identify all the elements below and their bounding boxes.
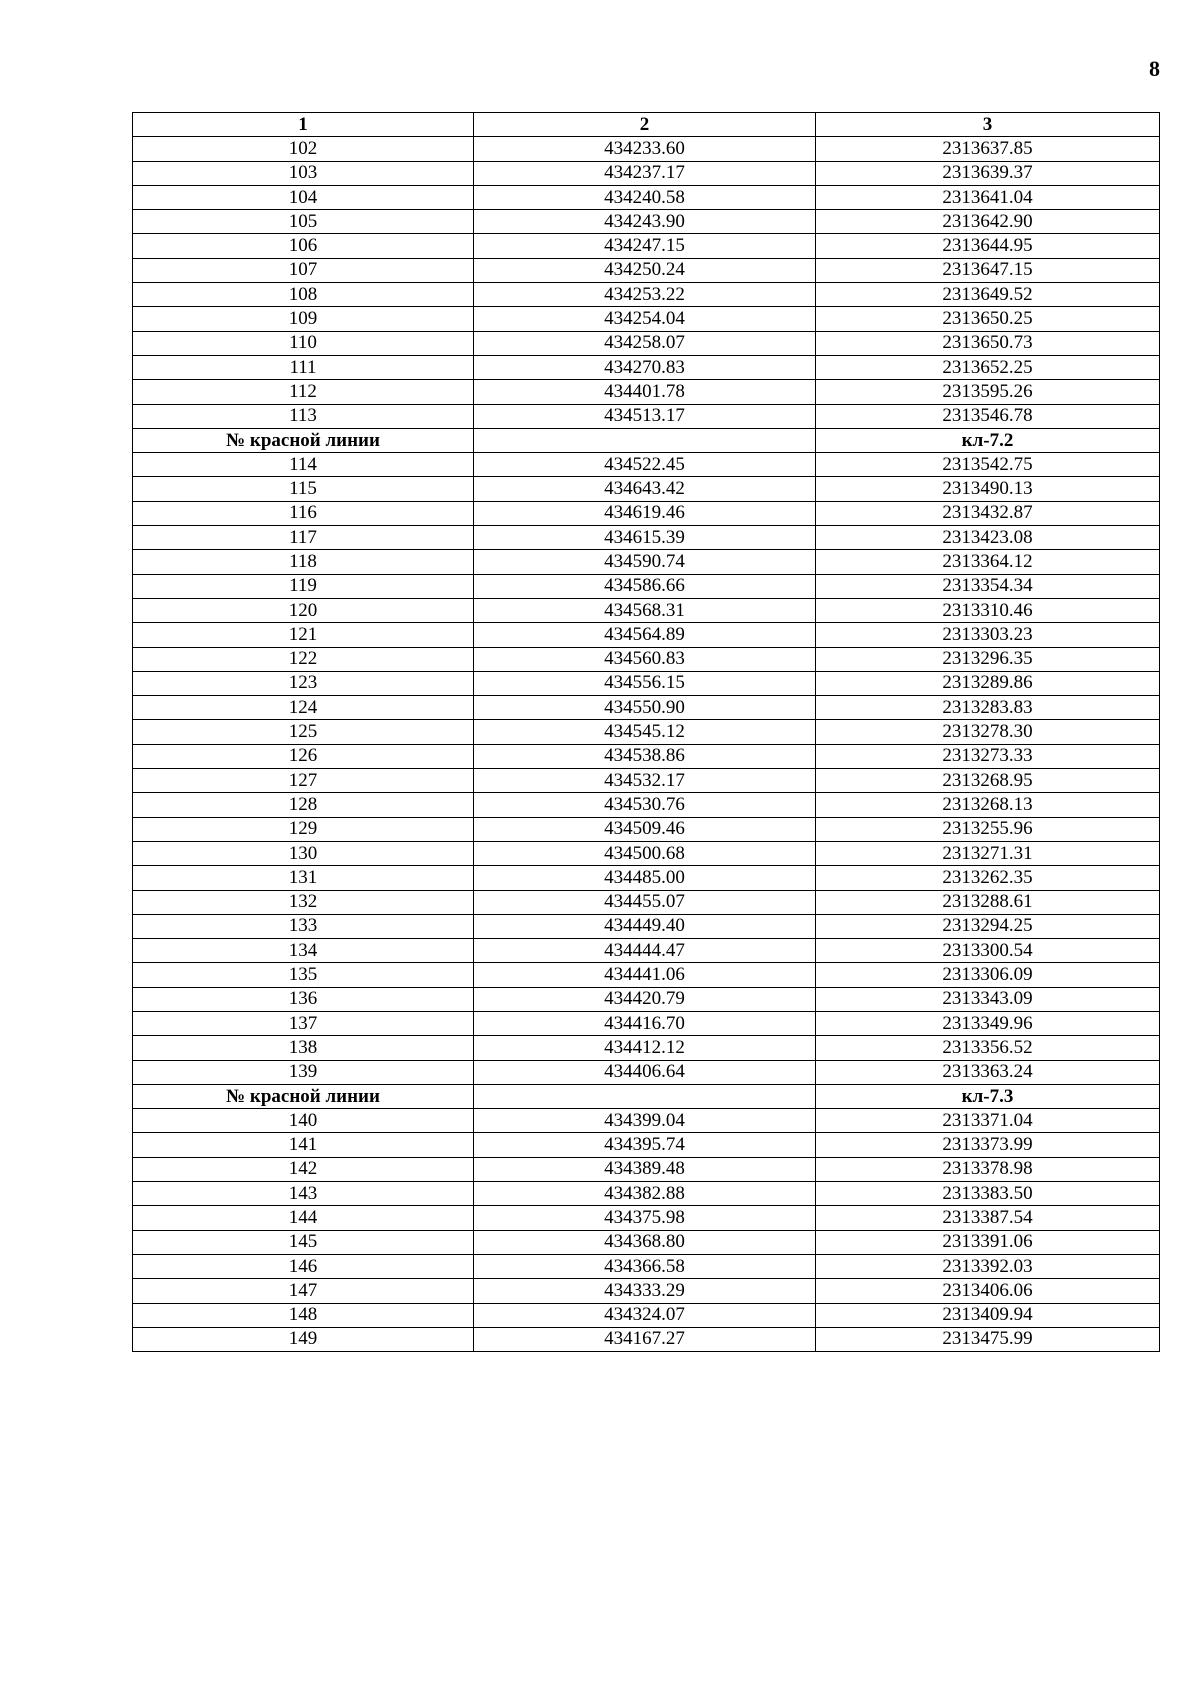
header-cell-3: 3 <box>816 113 1160 137</box>
y-coordinate-cell: 2313310.46 <box>816 598 1160 622</box>
x-coordinate-cell: 434643.42 <box>474 477 816 501</box>
y-coordinate-cell: 2313283.83 <box>816 696 1160 720</box>
table-row <box>133 963 1160 987</box>
point-number-cell: 148 <box>133 1303 474 1327</box>
point-number-cell: 142 <box>133 1157 474 1181</box>
y-coordinate-cell: 2313475.99 <box>816 1327 1160 1351</box>
point-number-cell: 115 <box>133 477 474 501</box>
table-row <box>133 914 1160 938</box>
point-number-cell: 130 <box>133 841 474 865</box>
x-coordinate-cell: 434324.07 <box>474 1303 816 1327</box>
y-coordinate-cell: 2313639.37 <box>816 161 1160 185</box>
y-coordinate-cell: 2313652.25 <box>816 355 1160 379</box>
x-coordinate-cell: 434509.46 <box>474 817 816 841</box>
point-number-cell: 109 <box>133 307 474 331</box>
point-number-cell: 121 <box>133 623 474 647</box>
point-number-cell: 111 <box>133 355 474 379</box>
table-row <box>133 1133 1160 1157</box>
point-number-cell: 133 <box>133 914 474 938</box>
table-row <box>133 1206 1160 1230</box>
table-row <box>133 210 1160 234</box>
x-coordinate-cell: 434270.83 <box>474 355 816 379</box>
table-row <box>133 283 1160 307</box>
point-number-cell: 137 <box>133 1011 474 1035</box>
x-coordinate-cell: 434586.66 <box>474 574 816 598</box>
y-coordinate-cell: 2313406.06 <box>816 1279 1160 1303</box>
table-row <box>133 234 1160 258</box>
x-coordinate-cell: 434615.39 <box>474 526 816 550</box>
table-row <box>133 501 1160 525</box>
x-coordinate-cell: 434550.90 <box>474 696 816 720</box>
x-coordinate-cell: 434237.17 <box>474 161 816 185</box>
section-label-cell: № красной линии <box>133 1084 474 1108</box>
point-number-cell: 123 <box>133 671 474 695</box>
table-row <box>133 331 1160 355</box>
table-row <box>133 161 1160 185</box>
x-coordinate-cell: 434233.60 <box>474 137 816 161</box>
point-number-cell: 134 <box>133 939 474 963</box>
x-coordinate-cell: 434560.83 <box>474 647 816 671</box>
x-coordinate-cell: 434590.74 <box>474 550 816 574</box>
y-coordinate-cell: 2313371.04 <box>816 1109 1160 1133</box>
table-row <box>133 185 1160 209</box>
point-number-cell: 146 <box>133 1254 474 1278</box>
point-number-cell: 144 <box>133 1206 474 1230</box>
y-coordinate-cell: 2313392.03 <box>816 1254 1160 1278</box>
y-coordinate-cell: 2313268.95 <box>816 769 1160 793</box>
table-row <box>133 647 1160 671</box>
x-coordinate-cell: 434556.15 <box>474 671 816 695</box>
y-coordinate-cell: 2313268.13 <box>816 793 1160 817</box>
point-number-cell: 102 <box>133 137 474 161</box>
y-coordinate-cell: 2313306.09 <box>816 963 1160 987</box>
x-coordinate-cell: 434522.45 <box>474 453 816 477</box>
y-coordinate-cell: 2313296.35 <box>816 647 1160 671</box>
point-number-cell: 136 <box>133 987 474 1011</box>
table-row <box>133 841 1160 865</box>
table-body <box>133 137 1160 1352</box>
page-number: 8 <box>1149 56 1160 81</box>
table-row <box>133 1011 1160 1035</box>
x-coordinate-cell: 434368.80 <box>474 1230 816 1254</box>
x-coordinate-cell: 434449.40 <box>474 914 816 938</box>
y-coordinate-cell: 2313373.99 <box>816 1133 1160 1157</box>
x-coordinate-cell: 434485.00 <box>474 866 816 890</box>
point-number-cell: 105 <box>133 210 474 234</box>
y-coordinate-cell: 2313289.86 <box>816 671 1160 695</box>
x-coordinate-cell: 434240.58 <box>474 185 816 209</box>
x-coordinate-cell: 434247.15 <box>474 234 816 258</box>
point-number-cell: 124 <box>133 696 474 720</box>
point-number-cell: 128 <box>133 793 474 817</box>
point-number-cell: 108 <box>133 283 474 307</box>
x-coordinate-cell: 434564.89 <box>474 623 816 647</box>
x-coordinate-cell: 434538.86 <box>474 744 816 768</box>
y-coordinate-cell: 2313383.50 <box>816 1182 1160 1206</box>
y-coordinate-cell: 2313391.06 <box>816 1230 1160 1254</box>
table-row <box>133 671 1160 695</box>
table-row <box>133 258 1160 282</box>
table-row <box>133 1279 1160 1303</box>
table-row <box>133 1182 1160 1206</box>
y-coordinate-cell: 2313255.96 <box>816 817 1160 841</box>
y-coordinate-cell: 2313387.54 <box>816 1206 1160 1230</box>
table-row <box>133 1109 1160 1133</box>
x-coordinate-cell: 434568.31 <box>474 598 816 622</box>
point-number-cell: 110 <box>133 331 474 355</box>
table-row <box>133 550 1160 574</box>
header-cell-1: 1 <box>133 113 474 137</box>
x-coordinate-cell: 434412.12 <box>474 1036 816 1060</box>
x-coordinate-cell: 434441.06 <box>474 963 816 987</box>
point-number-cell: 119 <box>133 574 474 598</box>
y-coordinate-cell: 2313262.35 <box>816 866 1160 890</box>
x-coordinate-cell: 434532.17 <box>474 769 816 793</box>
section-line-id-cell: кл-7.2 <box>816 428 1160 452</box>
table-row <box>133 453 1160 477</box>
point-number-cell: 107 <box>133 258 474 282</box>
point-number-cell: 145 <box>133 1230 474 1254</box>
x-coordinate-cell: 434253.22 <box>474 283 816 307</box>
header-cell-2: 2 <box>474 113 816 137</box>
y-coordinate-cell: 2313641.04 <box>816 185 1160 209</box>
x-coordinate-cell: 434333.29 <box>474 1279 816 1303</box>
x-coordinate-cell: 434444.47 <box>474 939 816 963</box>
table-header <box>133 113 1160 137</box>
table-row <box>133 817 1160 841</box>
table-row <box>133 477 1160 501</box>
point-number-cell: 104 <box>133 185 474 209</box>
section-row <box>133 428 1160 452</box>
y-coordinate-cell: 2313354.34 <box>816 574 1160 598</box>
y-coordinate-cell: 2313364.12 <box>816 550 1160 574</box>
table-row <box>133 1327 1160 1351</box>
point-number-cell: 103 <box>133 161 474 185</box>
table-row <box>133 355 1160 379</box>
y-coordinate-cell: 2313647.15 <box>816 258 1160 282</box>
point-number-cell: 117 <box>133 526 474 550</box>
y-coordinate-cell: 2313650.25 <box>816 307 1160 331</box>
y-coordinate-cell: 2313273.33 <box>816 744 1160 768</box>
table-row <box>133 744 1160 768</box>
point-number-cell: 131 <box>133 866 474 890</box>
x-coordinate-cell: 434416.70 <box>474 1011 816 1035</box>
x-coordinate-cell: 434530.76 <box>474 793 816 817</box>
x-coordinate-cell: 434375.98 <box>474 1206 816 1230</box>
table-row <box>133 380 1160 404</box>
y-coordinate-cell: 2313595.26 <box>816 380 1160 404</box>
x-coordinate-cell: 434395.74 <box>474 1133 816 1157</box>
y-coordinate-cell: 2313356.52 <box>816 1036 1160 1060</box>
table-row <box>133 769 1160 793</box>
point-number-cell: 114 <box>133 453 474 477</box>
y-coordinate-cell: 2313363.24 <box>816 1060 1160 1084</box>
y-coordinate-cell: 2313271.31 <box>816 841 1160 865</box>
y-coordinate-cell: 2313637.85 <box>816 137 1160 161</box>
point-number-cell: 120 <box>133 598 474 622</box>
y-coordinate-cell: 2313409.94 <box>816 1303 1160 1327</box>
header-row <box>133 113 1160 137</box>
table-row <box>133 574 1160 598</box>
y-coordinate-cell: 2313546.78 <box>816 404 1160 428</box>
section-label-cell: № красной линии <box>133 428 474 452</box>
y-coordinate-cell: 2313423.08 <box>816 526 1160 550</box>
point-number-cell: 116 <box>133 501 474 525</box>
table-row <box>133 598 1160 622</box>
table-row <box>133 623 1160 647</box>
point-number-cell: 126 <box>133 744 474 768</box>
point-number-cell: 132 <box>133 890 474 914</box>
y-coordinate-cell: 2313542.75 <box>816 453 1160 477</box>
table-row <box>133 987 1160 1011</box>
x-coordinate-cell: 434366.58 <box>474 1254 816 1278</box>
table-row <box>133 137 1160 161</box>
table-row <box>133 404 1160 428</box>
point-number-cell: 118 <box>133 550 474 574</box>
point-number-cell: 106 <box>133 234 474 258</box>
section-line-id-cell: кл-7.3 <box>816 1084 1160 1108</box>
x-coordinate-cell: 434545.12 <box>474 720 816 744</box>
point-number-cell: 147 <box>133 1279 474 1303</box>
x-coordinate-cell: 434389.48 <box>474 1157 816 1181</box>
section-empty-cell <box>474 428 816 452</box>
point-number-cell: 112 <box>133 380 474 404</box>
x-coordinate-cell: 434420.79 <box>474 987 816 1011</box>
point-number-cell: 125 <box>133 720 474 744</box>
y-coordinate-cell: 2313432.87 <box>816 501 1160 525</box>
table-row <box>133 1060 1160 1084</box>
table-row <box>133 696 1160 720</box>
y-coordinate-cell: 2313649.52 <box>816 283 1160 307</box>
table-row <box>133 1157 1160 1181</box>
table-row <box>133 1303 1160 1327</box>
point-number-cell: 138 <box>133 1036 474 1060</box>
x-coordinate-cell: 434619.46 <box>474 501 816 525</box>
table-row <box>133 307 1160 331</box>
y-coordinate-cell: 2313303.23 <box>816 623 1160 647</box>
table-row <box>133 526 1160 550</box>
table-row <box>133 939 1160 963</box>
point-number-cell: 122 <box>133 647 474 671</box>
y-coordinate-cell: 2313378.98 <box>816 1157 1160 1181</box>
y-coordinate-cell: 2313642.90 <box>816 210 1160 234</box>
table-row <box>133 1036 1160 1060</box>
x-coordinate-cell: 434401.78 <box>474 380 816 404</box>
point-number-cell: 143 <box>133 1182 474 1206</box>
point-number-cell: 135 <box>133 963 474 987</box>
section-row <box>133 1084 1160 1108</box>
x-coordinate-cell: 434243.90 <box>474 210 816 234</box>
table-row <box>133 890 1160 914</box>
x-coordinate-cell: 434254.04 <box>474 307 816 331</box>
y-coordinate-cell: 2313278.30 <box>816 720 1160 744</box>
table-row <box>133 1230 1160 1254</box>
point-number-cell: 149 <box>133 1327 474 1351</box>
x-coordinate-cell: 434167.27 <box>474 1327 816 1351</box>
x-coordinate-cell: 434250.24 <box>474 258 816 282</box>
table-row <box>133 866 1160 890</box>
y-coordinate-cell: 2313294.25 <box>816 914 1160 938</box>
x-coordinate-cell: 434513.17 <box>474 404 816 428</box>
point-number-cell: 127 <box>133 769 474 793</box>
table-row <box>133 793 1160 817</box>
section-empty-cell <box>474 1084 816 1108</box>
y-coordinate-cell: 2313343.09 <box>816 987 1160 1011</box>
table-row <box>133 1254 1160 1278</box>
x-coordinate-cell: 434399.04 <box>474 1109 816 1133</box>
y-coordinate-cell: 2313644.95 <box>816 234 1160 258</box>
x-coordinate-cell: 434500.68 <box>474 841 816 865</box>
point-number-cell: 141 <box>133 1133 474 1157</box>
point-number-cell: 129 <box>133 817 474 841</box>
x-coordinate-cell: 434258.07 <box>474 331 816 355</box>
table-row <box>133 720 1160 744</box>
x-coordinate-cell: 434455.07 <box>474 890 816 914</box>
y-coordinate-cell: 2313300.54 <box>816 939 1160 963</box>
x-coordinate-cell: 434406.64 <box>474 1060 816 1084</box>
y-coordinate-cell: 2313490.13 <box>816 477 1160 501</box>
x-coordinate-cell: 434382.88 <box>474 1182 816 1206</box>
y-coordinate-cell: 2313650.73 <box>816 331 1160 355</box>
y-coordinate-cell: 2313349.96 <box>816 1011 1160 1035</box>
point-number-cell: 139 <box>133 1060 474 1084</box>
y-coordinate-cell: 2313288.61 <box>816 890 1160 914</box>
point-number-cell: 140 <box>133 1109 474 1133</box>
coordinates-table <box>132 112 1160 1352</box>
point-number-cell: 113 <box>133 404 474 428</box>
